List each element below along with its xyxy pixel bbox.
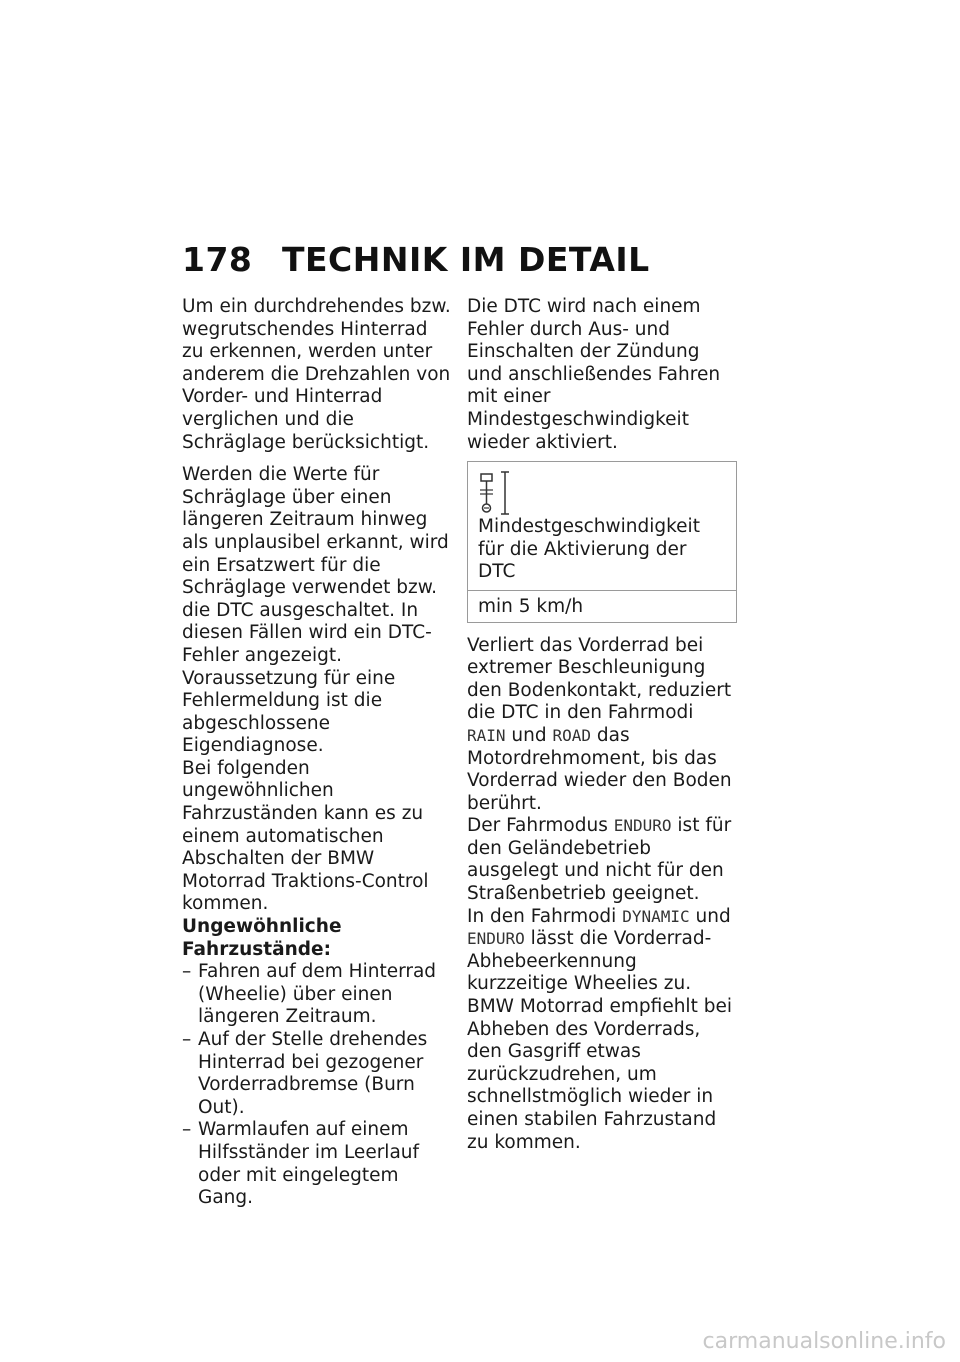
paragraph: In den Fahrmodi DYNAMIC und ENDURO lässt die Vorderrad-Abhebeerkennung kurzzeitige Wheelies zu. bbox=[467, 905, 731, 995]
list-item: – Fahren auf dem Hinterrad (Wheelie) über einen längeren Zeitraum. bbox=[182, 961, 452, 1029]
mode-rain: RAIN bbox=[467, 725, 506, 745]
page-title: TECHNIK IM DETAIL bbox=[282, 240, 650, 279]
paragraph: Werden die Werte für Schräglage über einen längeren Zeitraum hinweg als unplausibel erkannt, wird ein Ersatzwert für die Schräglage verwendet bzw. die DTC ausgeschaltet. In diesen Fällen wird ein DTC-Fehler angezeigt. Voraussetzung für eine Fehlermeldung ist die abgeschlossene Eigendiagnose. bbox=[182, 464, 449, 757]
mode-road: ROAD bbox=[552, 725, 592, 745]
mode-dynamic: DYNAMIC bbox=[622, 906, 690, 926]
list-item: – Warmlaufen auf einem Hilfsständer im Leerlauf oder mit eingelegtem Gang. bbox=[182, 1119, 452, 1209]
paragraph: Die DTC wird nach einem Fehler durch Aus- und Einschalten der Zündung und anschließendes Fahren mit einer Mindestgeschwindigkeit wieder aktiviert. bbox=[467, 296, 721, 453]
left-column bbox=[182, 296, 452, 1210]
page-header bbox=[182, 240, 650, 279]
subheading: Ungewöhnliche Fahrzustände: bbox=[182, 916, 342, 960]
spec-table bbox=[467, 461, 737, 622]
paragraph: Verliert das Vorderrad bei extremer Beschleunigung den Bodenkontakt, reduziert die DTC in den Fahrmodi RAIN und ROAD das Motordrehmoment, bis das Vorderrad wieder den Boden berührt. bbox=[467, 634, 732, 814]
mode-enduro: ENDURO bbox=[613, 816, 672, 836]
spec-label: Mindestgeschwindigkeit für die Aktivierung der DTC bbox=[478, 516, 700, 583]
bullet-list bbox=[182, 961, 452, 1210]
spec-label-cell bbox=[468, 462, 737, 591]
right-column bbox=[467, 296, 737, 1154]
paragraph: Bei folgenden ungewöhnlichen Fahrzuständen kann es zu einem automatischen Abschalten der BMW Motorrad Traktions-Control kommen. bbox=[182, 757, 429, 915]
list-item: – Auf der Stelle drehendes Hinterrad bei gezogener Vorderradbremse (Burn Out). bbox=[182, 1029, 452, 1119]
mode-enduro: ENDURO bbox=[467, 929, 525, 949]
speed-gauge-icon bbox=[478, 470, 514, 516]
spec-value: min 5 km/h bbox=[478, 595, 584, 617]
page-number: 178 bbox=[182, 240, 253, 279]
paragraph: BMW Motorrad empfiehlt bei Abheben des Vorderrads, den Gasgriff etwas zurückzudrehen, um schnellstmöglich wieder in einen stabilen Fahrzustand zu kommen. bbox=[467, 996, 732, 1153]
paragraph: Um ein durchdrehendes bzw. wegrutschendes Hinterrad zu erkennen, werden unter anderem die Drehzahlen von Vorder- und Hinterrad verglichen und die Schräglage berücksichtigt. bbox=[182, 296, 451, 453]
paragraph: Der Fahrmodus ENDURO ist für den Geländebetrieb ausgelegt und nicht für den Straßenbetrieb geeignet. bbox=[467, 815, 732, 905]
watermark: carmanualsonline.info bbox=[702, 1329, 946, 1354]
